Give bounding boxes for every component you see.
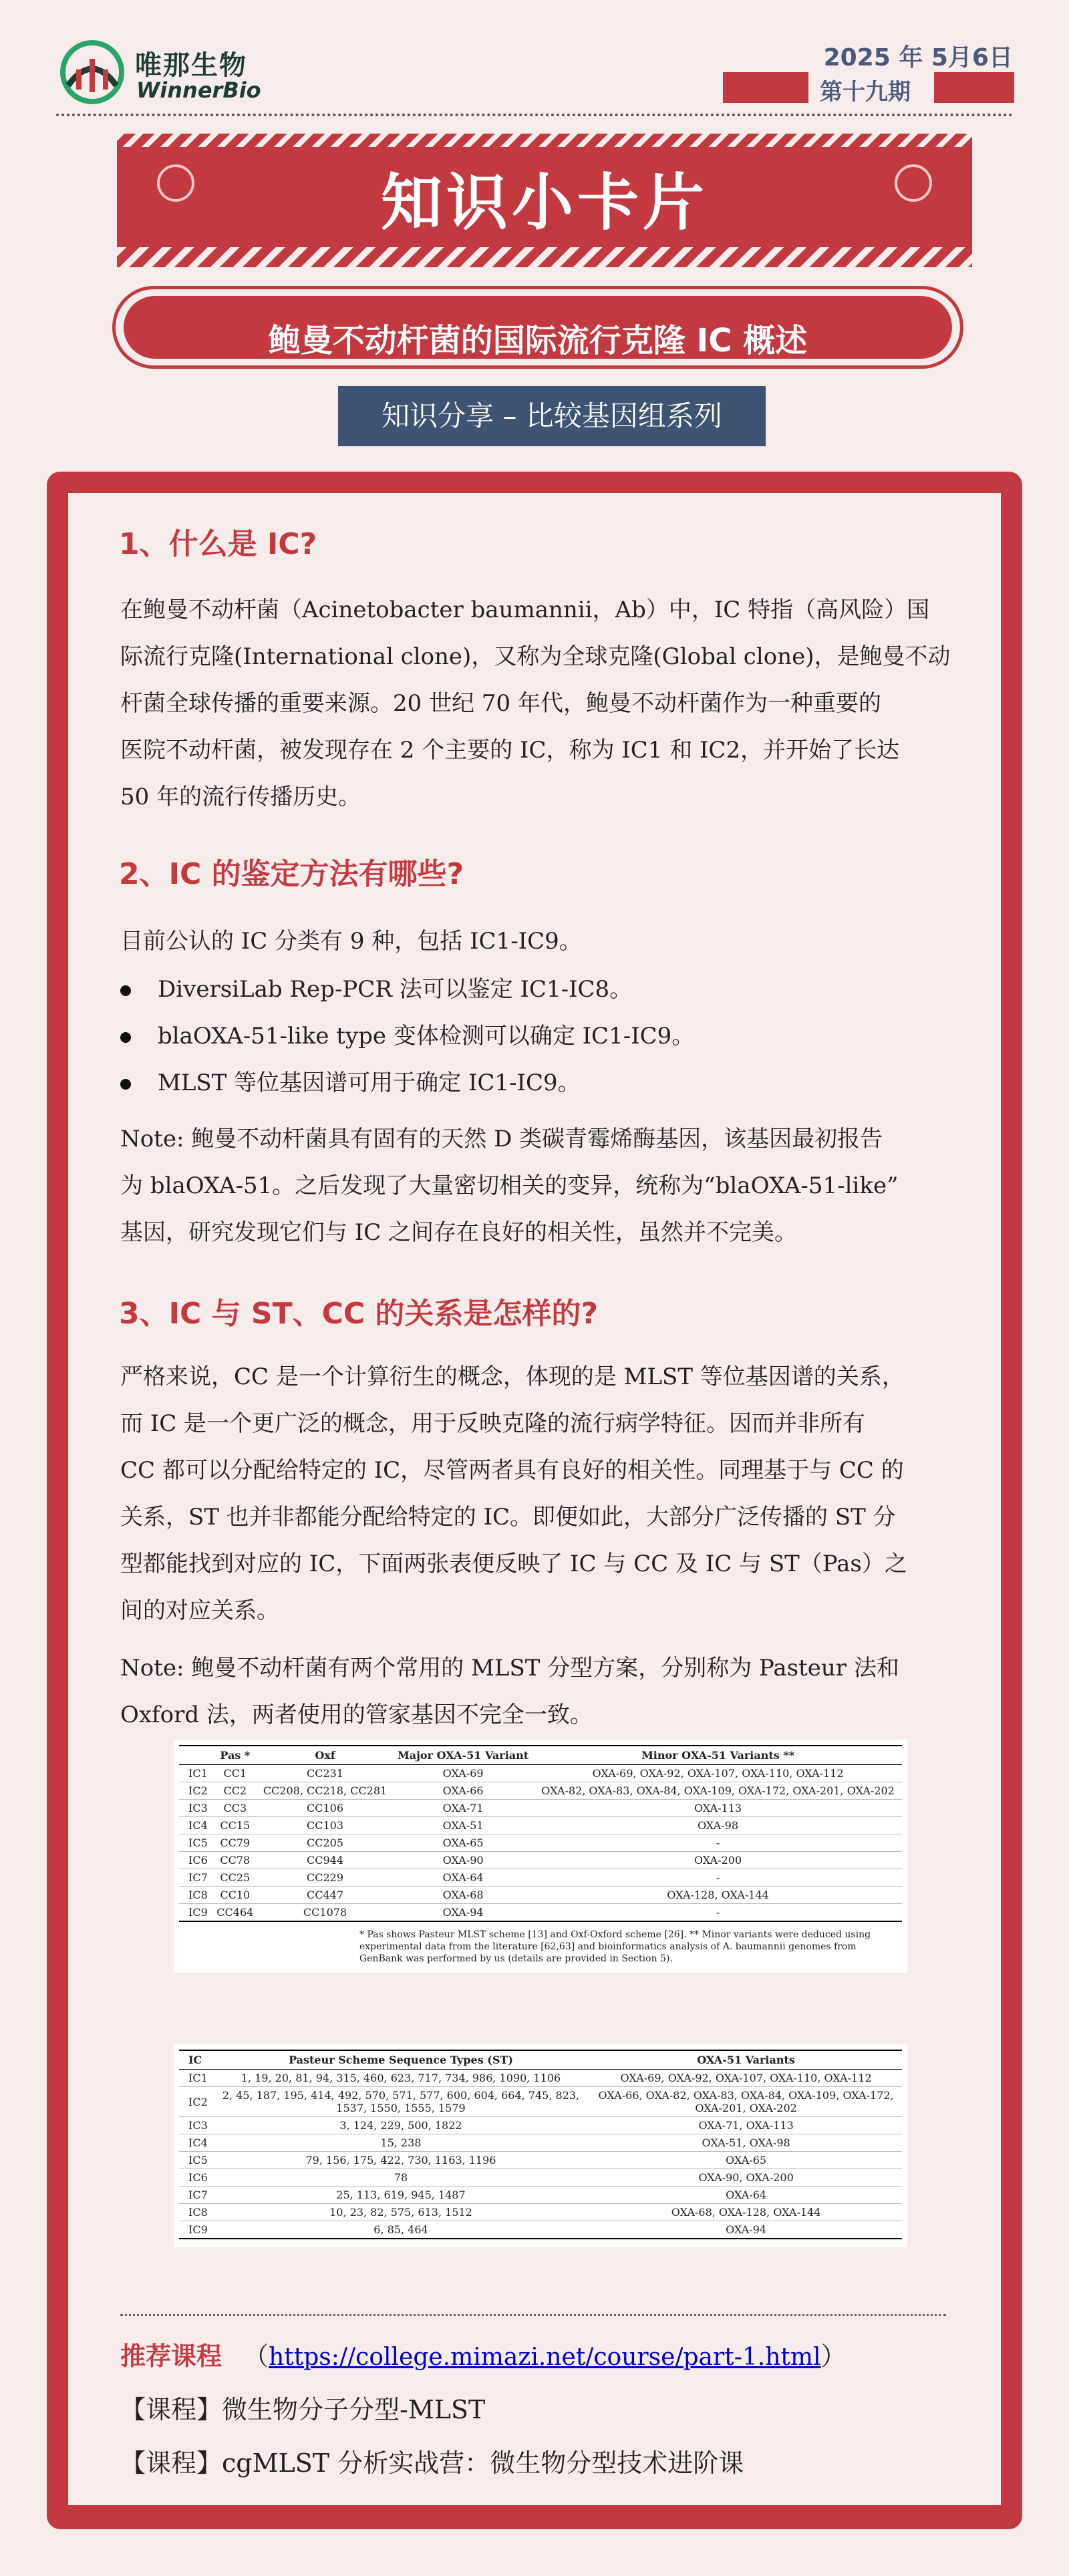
table-cell: IC6: [179, 1852, 212, 1869]
recommend-line: [120, 2336, 847, 2372]
section3-heading: 3、IC 与 ST、CC 的关系是怎样的?: [119, 1297, 599, 1331]
paren-close: ）: [820, 2342, 847, 2371]
table-cell: CC447: [258, 1887, 392, 1904]
table-cell: OXA-51: [392, 1817, 534, 1834]
table-cell: CC229: [258, 1869, 392, 1887]
course-item[interactable]: 【课程】cgMLST 分析实战营：微生物分型技术进阶课: [120, 2448, 744, 2478]
table-cell: 78: [212, 2169, 590, 2187]
table-cell: CC78: [212, 1852, 258, 1869]
table-cell: 79, 156, 175, 422, 730, 1163, 1196: [212, 2152, 590, 2169]
table-body: [179, 1765, 902, 1922]
column-header: Pasteur Scheme Sequence Types (ST): [212, 2050, 590, 2070]
table-cell: OXA-66: [392, 1782, 534, 1800]
table-cell: OXA-71: [392, 1800, 534, 1817]
text-line: 50 年的流行传播历史。: [120, 784, 361, 810]
section2-heading: 2、IC 的鉴定方法有哪些?: [119, 857, 464, 891]
table-row: [179, 1834, 902, 1852]
table-cell: CC15: [212, 1817, 258, 1834]
topic-pill-inner: [124, 296, 952, 359]
issue-number: 第十九期: [820, 79, 911, 106]
table-row: [179, 2134, 902, 2152]
text-line: 而 IC 是一个更广泛的概念，用于反映克隆的流行病学特征。因而并非所有: [120, 1410, 866, 1437]
table-footnote: * Pas shows Pasteur MLST scheme [13] and Oxf-Oxford scheme [26]. ** Minor variants were deduced using experimental data from the literature [62,63] and bioinformatics analysis of A. baumannii genomes from GenBank was performed by us (details are provided in Section 5).: [359, 1929, 871, 1964]
section3-note: [120, 1645, 962, 1738]
topic-pill: [112, 286, 963, 369]
text-line: CC 都可以分配给特定的 IC，尽管两者具有良好的相关性。同理基于与 CC 的: [120, 1457, 904, 1484]
recommend-label: 推荐课程: [120, 2342, 222, 2371]
table-cell: IC2: [179, 2087, 212, 2117]
table-row: [179, 1852, 902, 1869]
course-link[interactable]: https://college.mimazi.net/course/part-1.html: [269, 2344, 821, 2371]
table-row: [179, 1800, 902, 1817]
text-line: 关系，ST 也并非都能分配给特定的 IC。即便如此，大部分广泛传播的 ST 分: [120, 1504, 896, 1531]
table-row: [179, 1869, 902, 1887]
table-cell: CC10: [212, 1887, 258, 1904]
table-cell: 15, 238: [212, 2134, 590, 2152]
winnerbio-logo-icon: [59, 39, 126, 106]
section3-paragraph: [120, 1353, 962, 1634]
table-cell: OXA-71, OXA-113: [590, 2117, 902, 2134]
issue-badge: [723, 72, 1014, 106]
column-header: Oxf: [258, 1746, 392, 1765]
table-cell: OXA-128, OXA-144: [534, 1887, 902, 1904]
table-cell: OXA-68: [392, 1887, 534, 1904]
table-cell: IC7: [179, 1869, 212, 1887]
table-cell: CC1: [212, 1765, 258, 1782]
bullet-icon: [120, 1079, 131, 1090]
table-row: [179, 2070, 902, 2087]
issue-bar-left: [723, 72, 808, 103]
table-cell: CC231: [258, 1765, 392, 1782]
table-row: [179, 1817, 902, 1834]
table-row: [179, 2087, 902, 2117]
table-cell: 6, 85, 464: [212, 2221, 590, 2239]
column-header: OXA-51 Variants: [590, 2050, 902, 2070]
table-cell: IC4: [179, 1817, 212, 1834]
table-cell: IC6: [179, 2169, 212, 2187]
table-cell: IC7: [179, 2187, 212, 2204]
course-item[interactable]: 【课程】微生物分子分型-MLST: [120, 2395, 486, 2424]
table-cell: OXA-200: [534, 1852, 902, 1869]
bullet-icon: [120, 1032, 131, 1043]
table-row: [179, 1904, 902, 1922]
column-header: [179, 1746, 212, 1765]
table-header-row: [179, 2050, 902, 2070]
table-cell: IC5: [179, 1834, 212, 1852]
text-line: 严格来说，CC 是一个计算衍生的概念，体现的是 MLST 等位基因谱的关系，: [120, 1363, 905, 1390]
table-cell: OXA-69, OXA-92, OXA-107, OXA-110, OXA-112: [590, 2070, 902, 2087]
table-cell: IC9: [179, 2221, 212, 2239]
text-line: 型都能找到对应的 IC，下面两张表便反映了 IC 与 CC 及 IC 与 ST（Pas）之: [120, 1551, 907, 1577]
table-cell: OXA-64: [590, 2187, 902, 2204]
ic-st-table: [174, 2044, 907, 2247]
text-line: 医院不动杆菌，被发现存在 2 个主要的 IC，称为 IC1 和 IC2，并开始了长达: [120, 737, 900, 764]
table-cell: -: [534, 1869, 902, 1887]
table-cell: -: [534, 1834, 902, 1852]
table-cell: CC944: [258, 1852, 392, 1869]
table-cell: OXA-69: [392, 1765, 534, 1782]
table-cell: IC9: [179, 1904, 212, 1922]
series-label: 知识分享 – 比较基因组系列: [338, 386, 766, 446]
table-cell: CC208, CC218, CC281: [258, 1782, 392, 1800]
table-cell: 10, 23, 82, 575, 613, 1512: [212, 2204, 590, 2221]
table-cell: CC464: [212, 1904, 258, 1922]
section1-paragraph: [120, 587, 962, 820]
table-cell: OXA-94: [590, 2221, 902, 2239]
banner-title: 知识小卡片: [380, 167, 708, 238]
paren-open: （: [243, 2342, 269, 2371]
table-cell: IC3: [179, 1800, 212, 1817]
header: [0, 0, 1069, 120]
section1-heading: 1、什么是 IC?: [119, 527, 317, 561]
brand-name-cn: 唯那生物: [135, 50, 247, 81]
table-cell: OXA-98: [534, 1817, 902, 1834]
table-cell: CC79: [212, 1834, 258, 1852]
column-header: Minor OXA-51 Variants **: [534, 1746, 902, 1765]
table1: [179, 1745, 902, 1922]
table-cell: 1, 19, 20, 81, 94, 315, 460, 623, 717, 734, 986, 1090, 1106: [212, 2070, 590, 2087]
brand-name-en: WinnerBio: [136, 77, 261, 103]
table-cell: CC106: [258, 1800, 392, 1817]
topic-title: 鲍曼不动杆菌的国际流行克隆 IC 概述: [268, 322, 808, 359]
table-cell: OXA-66, OXA-82, OXA-83, OXA-84, OXA-109, OXA-172, OXA-201, OXA-202: [590, 2087, 902, 2117]
bullet-text: blaOXA-51-like type 变体检测可以确定 IC1-IC9。: [158, 1023, 695, 1050]
ic-cc-table: [174, 1740, 907, 1973]
table-cell: OXA-90, OXA-200: [590, 2169, 902, 2187]
table-cell: CC205: [258, 1834, 392, 1852]
table-cell: IC1: [179, 2070, 212, 2087]
recommend-divider: [120, 2314, 946, 2316]
table-cell: IC5: [179, 2152, 212, 2169]
table-row: [179, 2169, 902, 2187]
table-cell: IC8: [179, 2204, 212, 2221]
section2-intro: 目前公认的 IC 分类有 9 种，包括 IC1-IC9。: [120, 928, 582, 955]
table-row: [179, 1887, 902, 1904]
text-line: Note: 鲍曼不动杆菌有两个常用的 MLST 分型方案，分别称为 Pasteur 法和: [120, 1655, 899, 1681]
text-line: 为 blaOXA-51。之后发现了大量密切相关的变异，统称为“blaOXA-51-like”: [120, 1172, 899, 1199]
table-cell: -: [534, 1904, 902, 1922]
table-cell: OXA-65: [392, 1834, 534, 1852]
header-divider: [56, 114, 1013, 116]
bullet-item: [120, 1013, 694, 1060]
table-cell: IC3: [179, 2117, 212, 2134]
table-cell: CC1078: [258, 1904, 392, 1922]
table-cell: OXA-51, OXA-98: [590, 2134, 902, 2152]
table-cell: CC25: [212, 1869, 258, 1887]
text-line: 基因，研究发现它们与 IC 之间存在良好的相关性，虽然并不完美。: [120, 1219, 798, 1246]
column-header: Pas *: [212, 1746, 258, 1765]
table-cell: 3, 124, 229, 500, 1822: [212, 2117, 590, 2134]
table-cell: OXA-65: [590, 2152, 902, 2169]
bullet-item: [120, 966, 632, 1013]
table-cell: 25, 113, 619, 945, 1487: [212, 2187, 590, 2204]
table-cell: OXA-113: [534, 1800, 902, 1817]
table-cell: CC103: [258, 1817, 392, 1834]
table-cell: 2, 45, 187, 195, 414, 492, 570, 571, 577, 600, 604, 664, 745, 823, 1537, 1550, 1555, 1579: [212, 2087, 590, 2117]
table-body: [179, 2070, 902, 2239]
issue-bar-right: [934, 72, 1014, 103]
table-cell: OXA-90: [392, 1852, 534, 1869]
table-row: [179, 1782, 902, 1800]
table-cell: CC3: [212, 1800, 258, 1817]
table-cell: CC2: [212, 1782, 258, 1800]
table-cell: IC8: [179, 1887, 212, 1904]
text-line: 杆菌全球传播的重要来源。20 世纪 70 年代，鲍曼不动杆菌作为一种重要的: [120, 690, 881, 717]
table-cell: OXA-94: [392, 1904, 534, 1922]
text-line: Note: 鲍曼不动杆菌具有固有的天然 D 类碳青霉烯酶基因，该基因最初报告: [120, 1126, 883, 1152]
table-cell: OXA-64: [392, 1869, 534, 1887]
table-cell: IC2: [179, 1782, 212, 1800]
column-header: IC: [179, 2050, 212, 2070]
table-row: [179, 1765, 902, 1782]
text-line: 际流行克隆(International clone)，又称为全球克隆(Global clone)，是鲍曼不动: [120, 643, 951, 670]
table-cell: OXA-82, OXA-83, OXA-84, OXA-109, OXA-172, OXA-201, OXA-202: [534, 1782, 902, 1800]
text-line: 在鲍曼不动杆菌（Acinetobacter baumannii，Ab）中，IC 特指（高风险）国: [120, 597, 930, 623]
title-banner: [117, 134, 972, 267]
bullet-item: [120, 1060, 581, 1106]
column-header: Major OXA-51 Variant: [392, 1746, 534, 1765]
text-line: Oxford 法，两者使用的管家基因不完全一致。: [120, 1702, 593, 1728]
table-cell: OXA-69, OXA-92, OXA-107, OXA-110, OXA-112: [534, 1765, 902, 1782]
table-cell: IC4: [179, 2134, 212, 2152]
bullet-icon: [120, 985, 131, 996]
table-row: [179, 2117, 902, 2134]
table-row: [179, 2187, 902, 2204]
table-cell: OXA-68, OXA-128, OXA-144: [590, 2204, 902, 2221]
table2: [179, 2050, 902, 2239]
section2-note: [120, 1116, 962, 1256]
table-row: [179, 2204, 902, 2221]
table-cell: IC1: [179, 1765, 212, 1782]
table-header-row: [179, 1746, 902, 1765]
text-line: 间的对应关系。: [120, 1597, 279, 1624]
bullet-text: DiversiLab Rep-PCR 法可以鉴定 IC1-IC8。: [158, 976, 633, 1003]
table-row: [179, 2152, 902, 2169]
table-row: [179, 2221, 902, 2239]
bullet-text: MLST 等位基因谱可用于确定 IC1-IC9。: [158, 1070, 581, 1096]
issue-date: 2025 年 5月6日: [823, 44, 1013, 71]
